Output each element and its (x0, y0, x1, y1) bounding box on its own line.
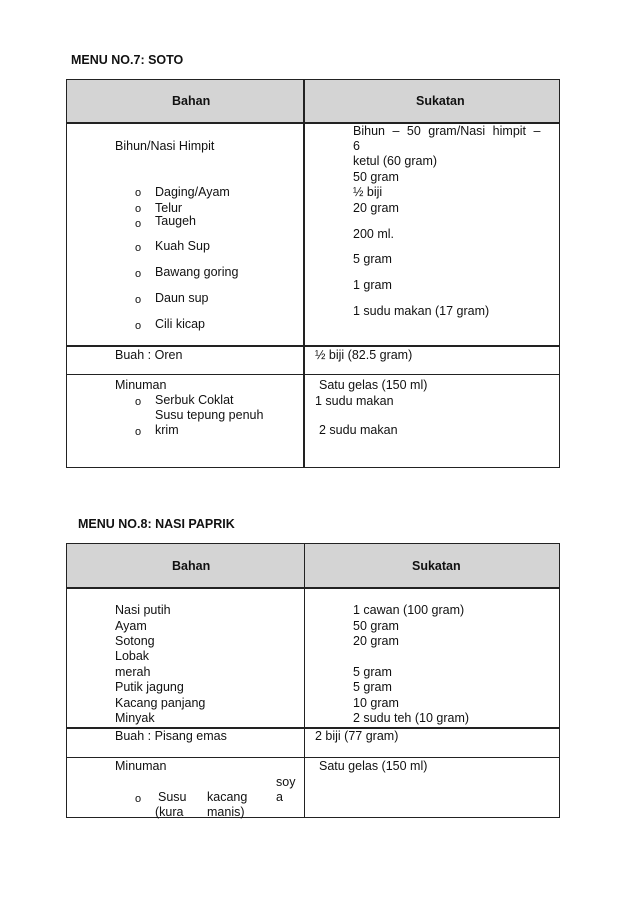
menu8-minuman-word: Susu (158, 790, 187, 804)
menu8-column-divider (304, 543, 305, 818)
menu8-minuman-sukatan: Satu gelas (150 ml) (319, 759, 428, 773)
menu7-sukatan-value: ½ biji (353, 185, 383, 199)
menu7-bahan-item: Kuah Sup (155, 239, 210, 253)
menu8-minuman-word: manis) (207, 805, 245, 819)
bullet-icon: o (135, 268, 142, 280)
menu8-bahan-item: Lobak (115, 649, 150, 663)
menu8-minuman-word: (kura (155, 805, 184, 819)
menu7-header-sukatan: Sukatan (416, 94, 465, 108)
menu7-header-bahan: Bahan (172, 94, 211, 108)
menu8-minuman: Minuman (115, 759, 167, 773)
menu7-sukatan-value: 200 ml. (353, 227, 394, 241)
menu7-row-divider (66, 345, 560, 347)
menu8-row-divider (66, 757, 560, 758)
menu7-column-divider (303, 79, 305, 468)
menu7-bahan-main: Bihun/Nasi Himpit (115, 139, 215, 153)
menu8-minuman-word: soy (276, 775, 296, 789)
menu8-bahan-item: Ayam (115, 619, 147, 633)
bullet-icon: o (135, 203, 142, 215)
menu8-header-bahan: Bahan (172, 559, 211, 573)
menu7-minuman-sukatan: 2 sudu makan (319, 423, 398, 437)
menu7-minuman-sukatan: Satu gelas (150 ml) (319, 378, 428, 392)
menu8-buah-sukatan: 2 biji (77 gram) (315, 729, 399, 743)
menu7-bahan-item: Taugeh (155, 214, 197, 228)
menu7-table-header (66, 79, 560, 124)
menu7-title: MENU NO.7: SOTO (71, 53, 184, 67)
menu8-bahan-item: merah (115, 665, 151, 679)
menu7-row-divider (66, 374, 560, 375)
menu7-sukatan-line: 6 (353, 139, 360, 153)
menu7-bahan-item: Telur (155, 201, 183, 215)
menu7-sukatan-value: 5 gram (353, 252, 392, 266)
menu8-title: MENU NO.8: NASI PAPRIK (78, 517, 235, 531)
menu7-buah: Buah : Oren (115, 348, 183, 362)
menu8-sukatan-value: 20 gram (353, 634, 399, 648)
menu8-sukatan-value: 50 gram (353, 619, 399, 633)
bullet-icon: o (135, 426, 142, 438)
menu7-bahan-item: Bawang goring (155, 265, 239, 279)
bullet-icon: o (135, 242, 142, 254)
menu7-sukatan-line: Bihun – 50 gram/Nasi himpit – (353, 124, 541, 138)
menu7-bahan-item: Daging/Ayam (155, 185, 230, 199)
menu7-sukatan-value: 50 gram (353, 170, 399, 184)
menu8-bahan-item: Nasi putih (115, 603, 171, 617)
menu7-bahan-item: Cili kicap (155, 317, 206, 331)
menu7-sukatan-line: ketul (60 gram) (353, 154, 438, 168)
menu7-minuman: Minuman (115, 378, 167, 392)
menu7-sukatan-value: 20 gram (353, 201, 399, 215)
menu8-bahan-item: Sotong (115, 634, 155, 648)
menu8-minuman-word: kacang (207, 790, 248, 804)
menu7-minuman-item: Susu tepung penuh (155, 408, 264, 422)
bullet-icon: o (135, 187, 142, 199)
menu8-bahan-item: Kacang panjang (115, 696, 206, 710)
menu8-sukatan-value: 5 gram (353, 665, 392, 679)
menu8-bahan-item: Putik jagung (115, 680, 184, 694)
menu8-sukatan-value: 10 gram (353, 696, 399, 710)
menu8-table-header (66, 543, 560, 589)
bullet-icon: o (135, 320, 142, 332)
menu8-sukatan-value: 2 sudu teh (10 gram) (353, 711, 470, 725)
menu7-minuman-item: Serbuk Coklat (155, 393, 234, 407)
menu8-sukatan-value: 5 gram (353, 680, 392, 694)
bullet-icon: o (135, 294, 142, 306)
menu8-buah: Buah : Pisang emas (115, 729, 227, 743)
menu7-sukatan-value: 1 sudu makan (17 gram) (353, 304, 490, 318)
menu7-minuman-sukatan: 1 sudu makan (315, 394, 394, 408)
menu8-sukatan-value: 1 cawan (100 gram) (353, 603, 465, 617)
menu8-header-sukatan: Sukatan (412, 559, 461, 573)
menu7-sukatan-value: 1 gram (353, 278, 392, 292)
menu7-buah-sukatan: ½ biji (82.5 gram) (315, 348, 413, 362)
menu8-minuman-word: a (276, 790, 283, 804)
bullet-icon: o (135, 218, 142, 230)
menu7-bahan-item: Daun sup (155, 291, 209, 305)
menu7-minuman-item: krim (155, 423, 179, 437)
menu8-bahan-item: Minyak (115, 711, 155, 725)
bullet-icon: o (135, 793, 142, 805)
bullet-icon: o (135, 396, 142, 408)
